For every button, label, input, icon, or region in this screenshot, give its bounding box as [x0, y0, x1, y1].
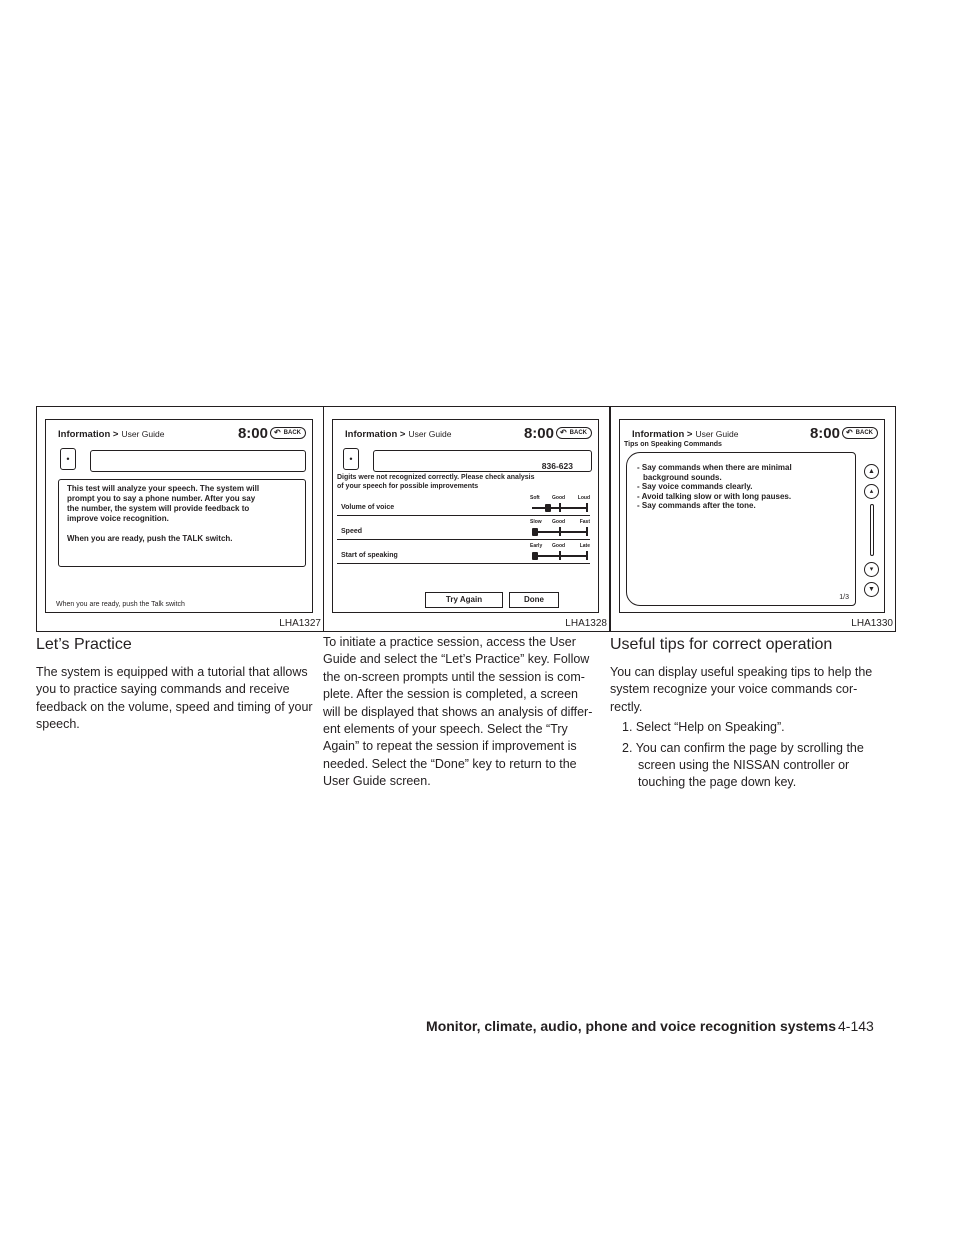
double-up-arrow-icon: ▲ — [868, 468, 875, 475]
body-line: needed. Select the “Done” key to return to the — [323, 756, 577, 771]
step-text: You can confirm the page by scrolling the screen using the NISSAN controller or touching the page down key. — [635, 740, 864, 790]
col3-body — [610, 664, 895, 792]
breadcrumb-information[interactable]: Information > — [58, 429, 119, 440]
speech-icon: • — [60, 448, 76, 470]
scale-marker — [532, 552, 538, 560]
scale-high: Late — [579, 543, 590, 549]
screen-speaking-tips — [619, 419, 885, 613]
scale-mid: Good — [552, 519, 566, 525]
clock: 8:00 — [809, 425, 840, 442]
volume-scale — [530, 494, 590, 516]
message-line: prompt you to say a phone number. After you say — [67, 494, 256, 503]
down-arrow-icon: ▾ — [869, 566, 874, 573]
body-line: feedback on the volume, speed and timing of your — [36, 699, 313, 714]
tip-line: background sounds. — [643, 472, 722, 482]
scale-tick — [586, 551, 588, 560]
back-arrow-icon: ↶ — [274, 428, 281, 437]
figure-code: LHA1330 — [851, 618, 893, 629]
message-ready: When you are ready, push the TALK switch. — [67, 534, 233, 543]
message-line: This test will analyze your speech. The system will — [67, 484, 260, 493]
breadcrumb-user-guide: User Guide — [695, 429, 739, 439]
scale-tick — [559, 503, 561, 512]
figure-speaking-tips — [610, 406, 896, 632]
breadcrumb-information[interactable]: Information > — [632, 429, 693, 440]
speech-field — [90, 450, 306, 472]
try-again-button[interactable]: Try Again — [425, 592, 503, 608]
scale-low: Soft — [530, 495, 540, 501]
footer-section-title: Monitor, climate, audio, phone and voice recognition systems — [426, 1018, 836, 1034]
figure-code: LHA1328 — [565, 618, 607, 629]
body-line: To initiate a practice session, access the User — [323, 635, 576, 649]
figure-lets-practice — [36, 406, 324, 632]
metric-speed — [337, 518, 590, 540]
scale-tick — [586, 503, 588, 512]
tip-line: - Avoid talking slow or with long pauses. — [637, 491, 792, 501]
footer-page-number: 4-143 — [838, 1018, 874, 1034]
back-arrow-icon: ↶ — [560, 428, 567, 437]
metric-label: Volume of voice — [341, 504, 395, 511]
step-text: Select “Help on Speaking”. — [635, 720, 785, 735]
speech-icon: • — [343, 448, 359, 470]
scale-high: Fast — [579, 519, 590, 525]
figure-practice-results — [323, 406, 610, 632]
back-label: BACK — [283, 430, 301, 436]
body-line: you to practice saying commands and receive — [36, 682, 290, 697]
step-number: 1. — [622, 720, 633, 735]
breadcrumb-user-guide: User Guide — [121, 429, 165, 439]
scale-low: Slow — [530, 519, 542, 525]
body-line: Guide and select the “Let’s Practice” key. Follow — [323, 652, 590, 667]
screen-topbar — [333, 420, 598, 448]
speech-field — [373, 450, 592, 472]
page-down-button[interactable] — [864, 562, 879, 577]
body-line: ent elements of your speech. Select the “Try — [323, 722, 568, 737]
metric-start — [337, 542, 590, 564]
back-label: BACK — [855, 430, 873, 436]
metric-volume — [337, 494, 590, 516]
back-button[interactable] — [270, 427, 306, 439]
speed-scale — [530, 518, 590, 540]
step-1 — [610, 719, 895, 736]
page-indicator: 1/3 — [839, 594, 849, 601]
scale-marker — [545, 504, 551, 512]
tips-panel — [626, 452, 856, 606]
scale-tick — [586, 527, 588, 536]
analysis-line: Digits were not recognized correctly. Please check analysis — [337, 474, 535, 481]
body-line: system recognize your voice commands cor- — [610, 682, 858, 697]
clock: 8:00 — [523, 425, 554, 442]
back-button[interactable] — [842, 427, 878, 439]
start-scale — [530, 542, 590, 564]
col2-body — [323, 634, 605, 791]
screen-practice-results — [332, 419, 599, 613]
breadcrumb-user-guide: User Guide — [408, 429, 452, 439]
scale-low: Early — [530, 543, 543, 549]
tip-line: - Say commands when there are minimal — [637, 463, 792, 472]
page-bottom-button[interactable] — [864, 582, 879, 597]
clock: 8:00 — [237, 425, 268, 442]
scale-mid: Good — [552, 543, 566, 549]
step-number: 2. — [622, 740, 633, 755]
done-button[interactable]: Done — [509, 592, 559, 608]
tips-list — [637, 463, 792, 511]
step-2 — [610, 740, 895, 792]
breadcrumb-information[interactable]: Information > — [345, 429, 406, 440]
screen-footer-hint: When you are ready, push the Talk switch — [56, 601, 185, 608]
message-line: improve voice recognition. — [67, 514, 169, 523]
tip-line: - Say voice commands clearly. — [637, 482, 753, 491]
double-down-arrow-icon: ▼ — [868, 586, 875, 593]
scale-marker — [532, 528, 538, 536]
up-arrow-icon: ▴ — [869, 488, 874, 495]
tip-line: - Say commands after the tone. — [637, 501, 756, 510]
recognized-number: 836-623 — [541, 461, 573, 471]
col1-body — [36, 664, 316, 734]
body-line: the on-screen prompts until the session is com- — [323, 669, 585, 684]
body-line: The system is equipped with a tutorial that allows — [36, 665, 308, 679]
instruction-message — [58, 479, 306, 567]
metric-label: Speed — [341, 528, 363, 535]
scale-tick — [559, 551, 561, 560]
body-line: speech. — [36, 717, 80, 732]
scale-high: Loud — [577, 495, 590, 501]
scale-tick — [559, 527, 561, 536]
body-line: plete. After the session is completed, a screen — [323, 687, 578, 702]
back-arrow-icon: ↶ — [846, 428, 853, 437]
page-top-button[interactable] — [864, 464, 879, 479]
body-line: You can display useful speaking tips to help the — [610, 665, 873, 679]
heading-lets-practice: Let’s Practice — [36, 636, 132, 653]
analysis-message — [337, 474, 594, 491]
back-label: BACK — [569, 430, 587, 436]
message-line: the number, the system will provide feedback to — [67, 504, 250, 513]
figure-code: LHA1327 — [279, 618, 321, 629]
analysis-line: of your speech for possible improvements — [337, 482, 479, 490]
body-line: Again” to repeat the session if improvement is — [323, 739, 577, 754]
metric-label: Start of speaking — [341, 552, 398, 559]
page-up-button[interactable] — [864, 484, 879, 499]
screen-topbar — [46, 420, 312, 448]
screen-practice-intro — [45, 419, 313, 613]
body-line: User Guide screen. — [323, 774, 431, 789]
heading-useful-tips: Useful tips for correct operation — [610, 636, 833, 653]
section-title: Tips on Speaking Commands — [624, 441, 722, 448]
body-line: will be displayed that shows an analysis of differ- — [323, 704, 593, 719]
scale-mid: Good — [552, 495, 566, 501]
back-button[interactable] — [556, 427, 592, 439]
scrollbar[interactable] — [870, 504, 874, 556]
body-line: rectly. — [610, 699, 643, 714]
